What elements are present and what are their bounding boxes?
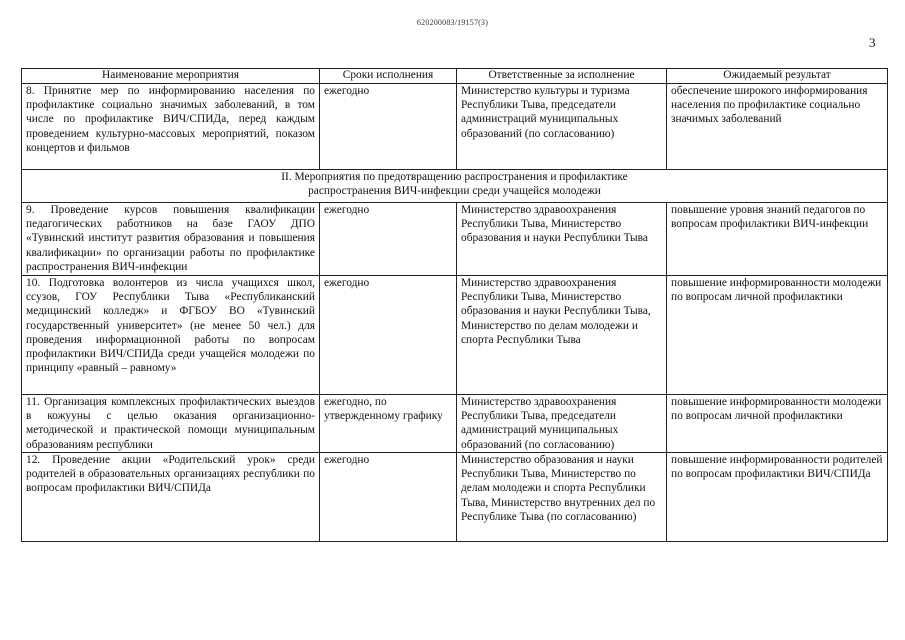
expected-result-cell: повышение информированности молодежи по вопросам личной профилактики (667, 395, 888, 453)
event-name-cell: 8. Принятие мер по информированию населения по профилактике социально значимых заболеваний, в том числе по профилактике ВИЧ/СПИДа, перед каждым проведением культурно-массовых мероприятий, показом концертов и фильмов (22, 84, 320, 170)
event-name-cell: 10. Подготовка волонтеров из числа учащихся школ, ссузов, ГОУ Республики Тыва «Республиканский медицинский колледж» и ФГБОУ ВО «Тувинский государственный университет» (не менее 50 чел.) для проведения информационной работы по вопросам профилактики ВИЧ/СПИДа среди учащейся молодежи по принципу «равный – равному» (22, 276, 320, 395)
event-name-cell: 12. Проведение акции «Родительский урок» среди родителей в образовательных организациях республики по вопросам профилактики ВИЧ/СПИДа (22, 453, 320, 542)
responsible-cell: Министерство образования и науки Республики Тыва, Министерство по делам молодежи и спорта Республики Тыва, Министерство внутренних дел по Республике Тыва (по согласованию) (457, 453, 667, 542)
deadline-cell: ежегодно (320, 84, 457, 170)
table-row (22, 203, 888, 276)
header-deadline: Сроки исполнения (320, 69, 457, 84)
section-heading (22, 170, 888, 203)
table-row (22, 276, 888, 395)
responsible-cell: Министерство здравоохранения Республики Тыва, председатели администраций муниципальных образований (по согласованию) (457, 395, 667, 453)
header-event-name: Наименование мероприятия (22, 69, 320, 84)
events-table (21, 68, 888, 542)
event-name-cell: 11. Организация комплексных профилактических выездов в кожууны с целью оказания организационно-методической и практической помощи муниципальным образованиям республики (22, 395, 320, 453)
deadline-cell: ежегодно, по утвержденному графику (320, 395, 457, 453)
section-heading-row (22, 170, 888, 203)
deadline-cell: ежегодно (320, 453, 457, 542)
table-header-row (22, 69, 888, 84)
expected-result-cell: обеспечение широкого информирования населения по профилактике социально значимых заболеваний (667, 84, 888, 170)
table-row (22, 84, 888, 170)
section-heading-line-2: распространения ВИЧ-инфекции среди учащейся молодежи (308, 185, 601, 198)
page-number: 3 (869, 35, 876, 50)
section-heading-line-1: II. Мероприятия по предотвращению распространения и профилактике (281, 171, 628, 183)
expected-result-cell: повышение информированности родителей по вопросам профилактики ВИЧ/СПИДа (667, 453, 888, 542)
responsible-cell: Министерство здравоохранения Республики Тыва, Министерство образования и науки Республики Тыва, Министерство по делам молодежи и спорта Республики Тыва (457, 276, 667, 395)
table-row (22, 395, 888, 453)
expected-result-cell: повышение уровня знаний педагогов по вопросам профилактики ВИЧ-инфекции (667, 203, 888, 276)
responsible-cell: Министерство культуры и туризма Республики Тыва, председатели администраций муниципальных образований (по согласованию) (457, 84, 667, 170)
document-id: 620200083/19157(3) (416, 18, 489, 27)
expected-result-cell: повышение информированности молодежи по вопросам личной профилактики (667, 276, 888, 395)
table-row (22, 453, 888, 542)
event-name-cell: 9. Проведение курсов повышения квалификации педагогических работников на базе ГАОУ ДПО «Тувинский институт развития образования и повышения квалификации» по организации работы по профилактике распространения ВИЧ-инфекции (22, 203, 320, 276)
deadline-cell: ежегодно (320, 276, 457, 395)
deadline-cell: ежегодно (320, 203, 457, 276)
header-responsible: Ответственные за исполнение (457, 69, 667, 84)
header-expected-result: Ожидаемый результат (667, 69, 888, 84)
responsible-cell: Министерство здравоохранения Республики Тыва, Министерство образования и науки Республики Тыва (457, 203, 667, 276)
